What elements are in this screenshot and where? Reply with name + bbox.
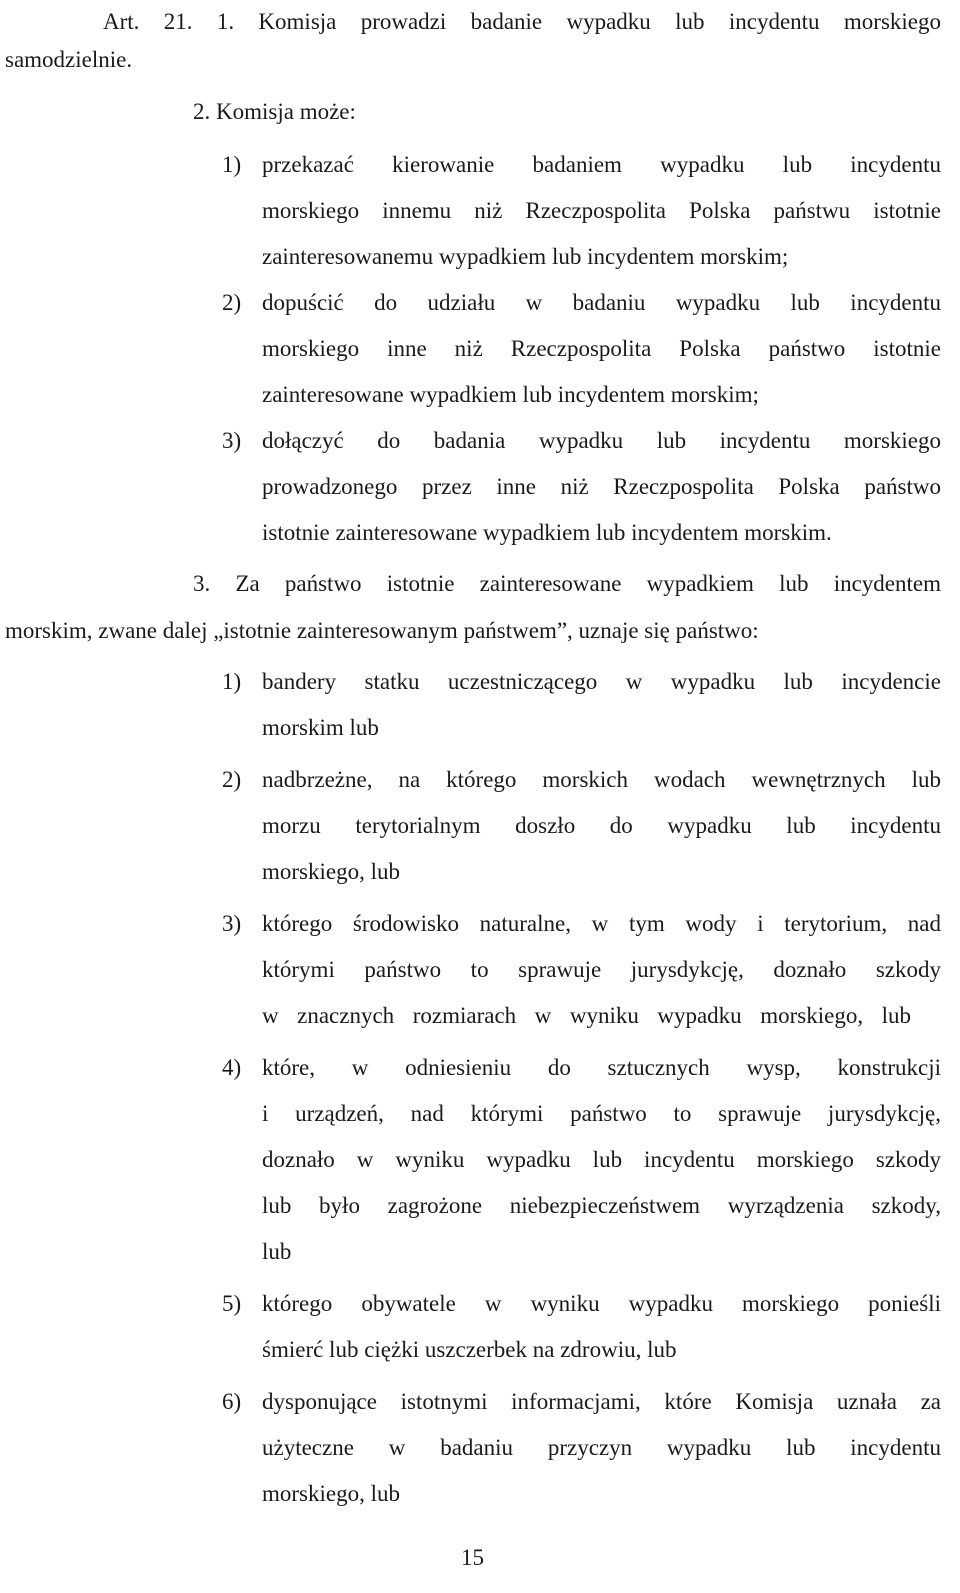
par3-item5-line1: którego obywatele w wyniku wypadku morskiego ponieśli <box>262 1291 941 1316</box>
par2-item1-line2: morskiego innemu niż Rzeczpospolita Polska państwu istotnie <box>262 198 941 223</box>
par2-item1-number: 1) <box>222 152 242 177</box>
par1-line1: Art. 21. 1. Komisja prowadzi badanie wypadku lub incydentu morskiego <box>103 9 941 34</box>
par3-item4-line4: lub było zagrożone niebezpieczeństwem wyrządzenia szkody, <box>262 1193 941 1218</box>
page-number: 15 <box>461 1545 484 1570</box>
par2-item3-number: 3) <box>222 428 242 453</box>
par3-item3-line1: którego środowisko naturalne, w tym wody i terytorium, nad <box>262 911 941 936</box>
par3-item5-line2: śmierć lub ciężki uszczerbek na zdrowiu, lub <box>262 1337 677 1362</box>
par3-item2-line2: morzu terytorialnym doszło do wypadku lub incydentu <box>262 813 941 838</box>
par2-item1-line1: przekazać kierowanie badaniem wypadku lub incydentu <box>262 152 941 177</box>
par2-item3-line3: istotnie zainteresowane wypadkiem lub incydentem morskim. <box>262 520 832 545</box>
par3-item6-line1: dysponujące istotnymi informacjami, które Komisja uznała za <box>262 1389 941 1414</box>
par2-item2-line3: zainteresowane wypadkiem lub incydentem morskim; <box>262 382 759 407</box>
par3-item4-line2: i urządzeń, nad którymi państwo to sprawuje jurysdykcję, <box>262 1101 941 1126</box>
par3-item5-number: 5) <box>222 1291 242 1316</box>
par2-item2-number: 2) <box>222 290 242 315</box>
par3-item1-line1: bandery statku uczestniczącego w wypadku lub incydencie <box>262 669 941 694</box>
par3-item2-line1: nadbrzeżne, na którego morskich wodach wewnętrznych lub <box>262 767 941 792</box>
par3-line2: morskim, zwane dalej „istotnie zainteresowanym państwem”, uznaje się państwo: <box>5 618 759 643</box>
par3-item6-line2: użyteczne w badaniu przyczyn wypadku lub incydentu <box>262 1435 941 1460</box>
par3-item6-number: 6) <box>222 1389 242 1414</box>
par3-item3-line3: w znacznych rozmiarach w wyniku wypadku morskiego, lub <box>262 1003 911 1028</box>
par3-line1: 3. Za państwo istotnie zainteresowane wypadkiem lub incydentem <box>193 571 941 596</box>
par2-item3-line1: dołączyć do badania wypadku lub incydentu morskiego <box>262 428 941 453</box>
par3-item3-line2: którymi państwo to sprawuje jurysdykcję, doznało szkody <box>262 957 941 982</box>
par2-intro: 2. Komisja może: <box>193 99 356 124</box>
par3-item1-line2: morskim lub <box>262 715 379 740</box>
par2-item3-line2: prowadzonego przez inne niż Rzeczpospolita Polska państwo <box>262 474 941 499</box>
par3-item4-line3: doznało w wyniku wypadku lub incydentu morskiego szkody <box>262 1147 941 1172</box>
par2-item2-line1: dopuścić do udziału w badaniu wypadku lub incydentu <box>262 290 941 315</box>
par3-item3-number: 3) <box>222 911 242 936</box>
par2-item2-line2: morskiego inne niż Rzeczpospolita Polska państwo istotnie <box>262 336 941 361</box>
par3-item6-line3: morskiego, lub <box>262 1481 400 1506</box>
par3-item1-number: 1) <box>222 669 242 694</box>
par2-item1-line3: zainteresowanemu wypadkiem lub incydentem morskim; <box>262 244 789 269</box>
par3-item4-line5: lub <box>262 1239 292 1264</box>
par3-item4-line1: które, w odniesieniu do sztucznych wysp, konstrukcji <box>262 1055 941 1080</box>
par3-item4-number: 4) <box>222 1055 242 1080</box>
par3-item2-number: 2) <box>222 767 242 792</box>
par1-line2: samodzielnie. <box>5 47 133 72</box>
par3-item2-line3: morskiego, lub <box>262 859 400 884</box>
